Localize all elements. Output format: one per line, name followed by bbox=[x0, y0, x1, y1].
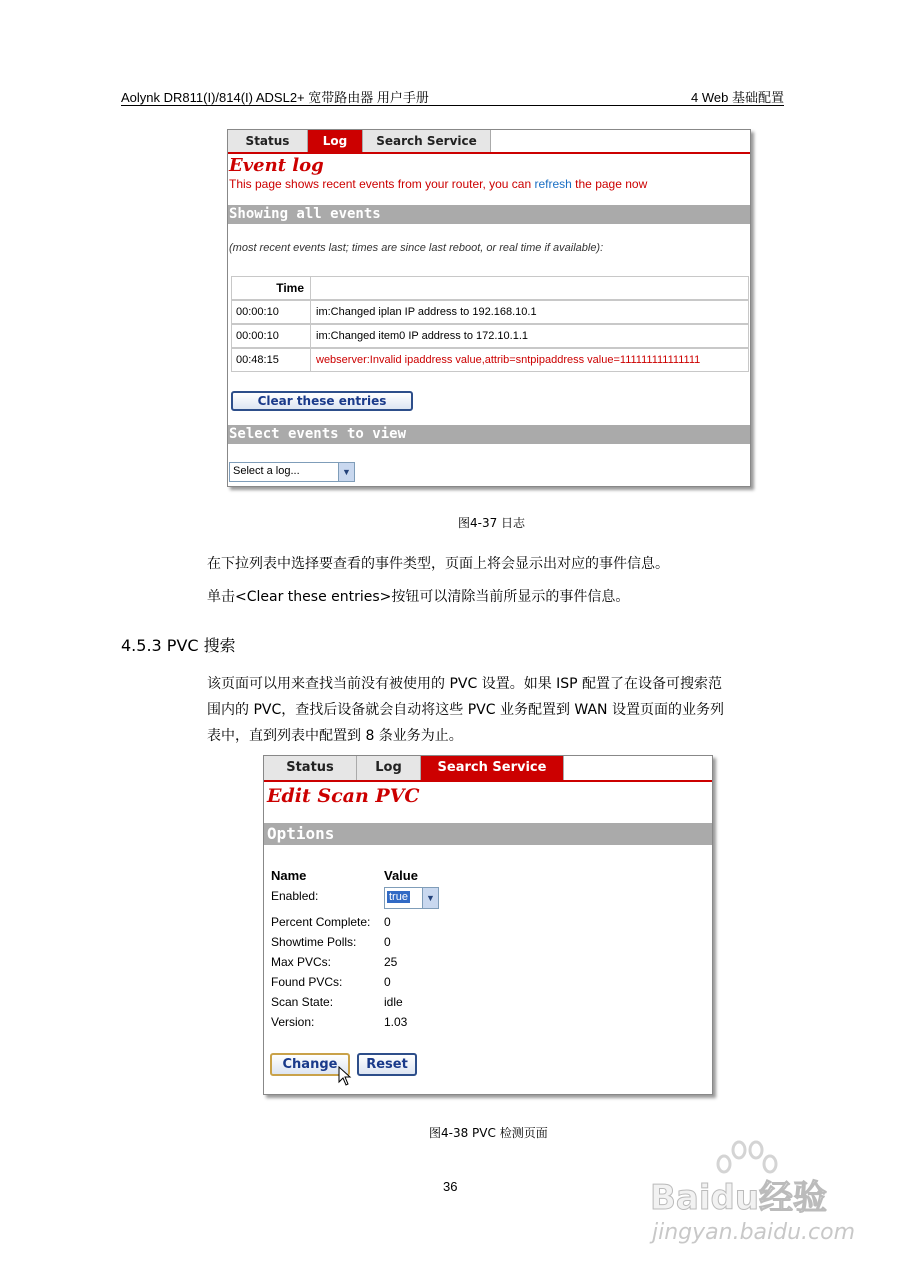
paragraph: 在下拉列表中选择要查看的事件类型，页面上将会显示出对应的事件信息。 bbox=[207, 556, 669, 572]
enabled-select[interactable] bbox=[384, 887, 439, 909]
section-header-options: Options bbox=[264, 823, 712, 845]
table-row bbox=[231, 300, 749, 324]
row-time: 00:00:10 bbox=[232, 325, 311, 347]
row-time: 00:00:10 bbox=[232, 301, 311, 323]
reset-button[interactable]: Reset bbox=[357, 1053, 417, 1076]
option-label: Percent Complete: bbox=[271, 915, 371, 929]
watermark-url: jingyan.baidu.com bbox=[652, 1220, 856, 1245]
row-message: im:Changed item0 IP address to 172.10.1.1 bbox=[316, 330, 528, 342]
row-time: 00:48:15 bbox=[232, 349, 311, 371]
doc-header-chapter: 4 Web 基础配置 bbox=[691, 90, 784, 105]
option-value: 1.03 bbox=[384, 1015, 408, 1029]
table-header bbox=[231, 276, 749, 300]
option-value: 0 bbox=[384, 915, 391, 929]
header-divider bbox=[121, 105, 784, 106]
tab-log[interactable]: Log bbox=[357, 756, 421, 780]
figure-caption: 图4-37 日志 bbox=[458, 516, 526, 530]
table-row bbox=[231, 324, 749, 348]
section-header-events: Showing all events bbox=[228, 205, 750, 224]
tab-search-service[interactable]: Search Service bbox=[363, 130, 491, 152]
section-header-select: Select events to view bbox=[228, 425, 750, 444]
log-select[interactable] bbox=[229, 462, 355, 482]
column-header-value: Value bbox=[384, 868, 418, 883]
option-value: 0 bbox=[384, 975, 391, 989]
enabled-select-value: true bbox=[389, 891, 408, 903]
event-log-screenshot bbox=[227, 129, 751, 487]
row-message: webserver:Invalid ipaddress value,attrib=sntpipaddress value=111111111111111 bbox=[316, 354, 701, 366]
mouse-pointer-icon bbox=[338, 1066, 352, 1086]
section-heading: 4.5.3 PVC 搜索 bbox=[121, 636, 236, 655]
page-title: Edit Scan PVC bbox=[267, 785, 420, 807]
option-label: Found PVCs: bbox=[271, 975, 343, 989]
option-label: Max PVCs: bbox=[271, 955, 332, 969]
figure-caption: 图4-38 PVC 检测页面 bbox=[429, 1126, 548, 1140]
tab-bar bbox=[228, 130, 750, 154]
description-suffix: the page now bbox=[571, 177, 648, 191]
paragraph-line: 围内的 PVC，查找后设备就会自动将这些 PVC 业务配置到 WAN 设置页面的业务列 bbox=[207, 702, 724, 718]
scan-pvc-screenshot bbox=[263, 755, 713, 1095]
events-note: (most recent events last; times are since last reboot, or real time if available): bbox=[229, 242, 604, 254]
option-label: Enabled: bbox=[271, 889, 319, 903]
option-label: Scan State: bbox=[271, 995, 334, 1009]
doc-header-title: Aolynk DR811(I)/814(I) ADSL2+ 宽带路由器 用户手册 bbox=[121, 90, 429, 105]
change-button[interactable]: Change bbox=[270, 1053, 350, 1076]
tab-status[interactable]: Status bbox=[264, 756, 357, 780]
option-value: idle bbox=[384, 995, 403, 1009]
clear-entries-button[interactable]: Clear these entries bbox=[231, 391, 413, 411]
option-value: 0 bbox=[384, 935, 391, 949]
option-label: Version: bbox=[271, 1015, 315, 1029]
refresh-link[interactable]: refresh bbox=[534, 177, 572, 191]
table-row bbox=[231, 348, 749, 372]
paragraph-line: 该页面可以用来查找当前没有被使用的 PVC 设置。如果 ISP 配置了在设备可搜索范 bbox=[207, 676, 723, 692]
chevron-down-icon[interactable]: ▼ bbox=[338, 463, 354, 481]
paragraph: 单击<Clear these entries>按钮可以清除当前所显示的事件信息。 bbox=[207, 589, 630, 605]
tab-search-service[interactable]: Search Service bbox=[421, 756, 564, 780]
watermark-logo: Baidu经验 bbox=[650, 1178, 828, 1218]
option-label: Showtime Polls: bbox=[271, 935, 357, 949]
chevron-down-icon[interactable]: ▼ bbox=[422, 888, 438, 908]
tab-status[interactable]: Status bbox=[228, 130, 308, 152]
tab-log[interactable]: Log bbox=[308, 130, 363, 152]
column-header-time: Time bbox=[232, 277, 311, 299]
log-select-value: Select a log... bbox=[233, 465, 300, 477]
page-description bbox=[229, 177, 647, 191]
page-number: 36 bbox=[443, 1179, 458, 1194]
option-value: 25 bbox=[384, 955, 398, 969]
tab-bar bbox=[264, 756, 712, 782]
row-message: im:Changed iplan IP address to 192.168.10.1 bbox=[316, 306, 537, 318]
page-title: Event log bbox=[229, 155, 324, 176]
column-header-name: Name bbox=[271, 868, 307, 883]
paragraph-line: 表中，直到列表中配置到 8 条业务为止。 bbox=[207, 728, 463, 744]
description-text: This page shows recent events from your router, you can bbox=[229, 177, 535, 191]
